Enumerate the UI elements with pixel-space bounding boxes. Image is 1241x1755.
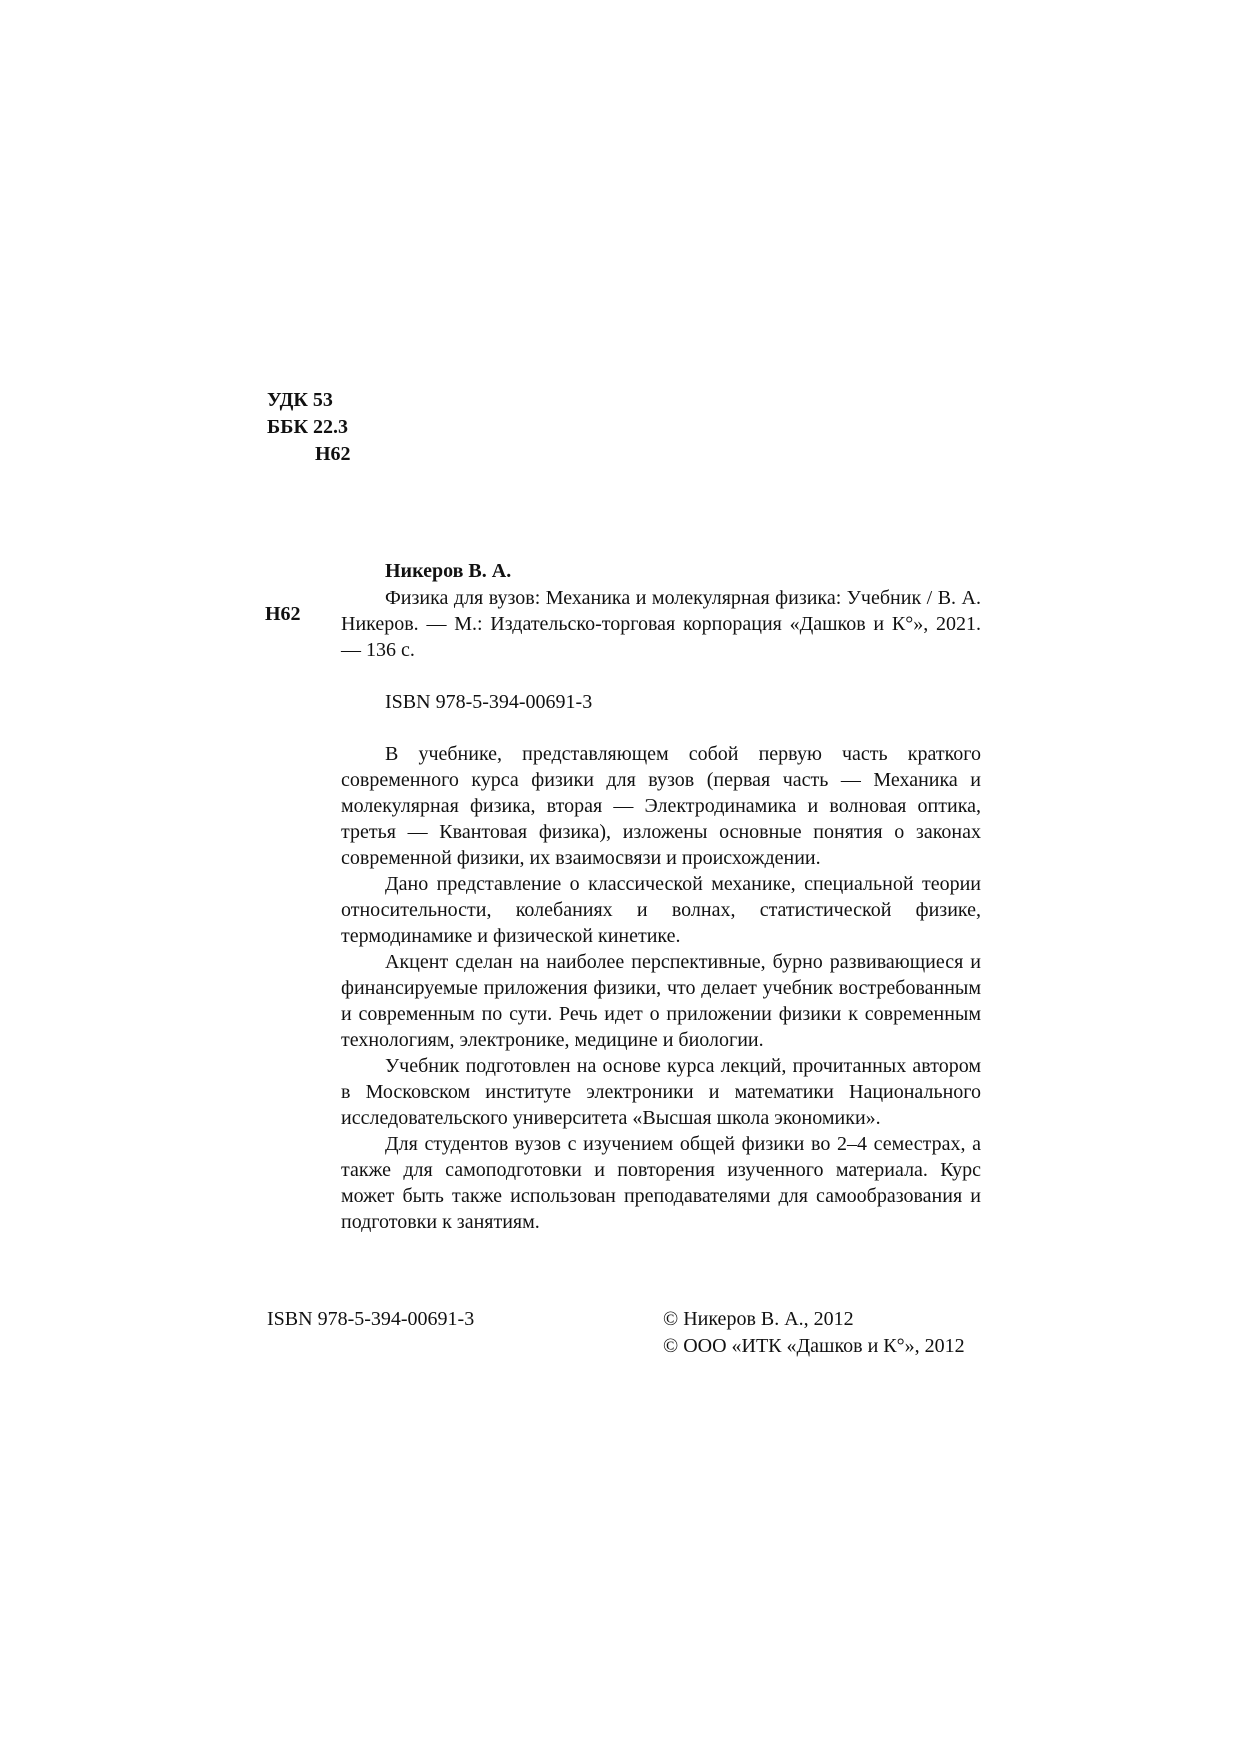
author-name: Никеров В. А. xyxy=(385,560,512,582)
abstract-paragraph: В учебнике, представляющем собой первую часть краткого современного курса физики для вузов (первая часть — Механика и молекулярная физика, вторая — Электродинамика и волновая оптика, третья — Квантовая физика), изложены основные понятия о законах современной физики, их взаимосвязи и происхождении. xyxy=(341,743,981,869)
bbk-code: ББК 22.3 xyxy=(267,416,348,438)
abstract-paragraph: Акцент сделан на наиболее перспективные, бурно развивающиеся и финансируемые приложения физики, что делает учебник востребованным и современным по сути. Речь идет о приложении физики к современным технологиям, электронике, медицине и биологии. xyxy=(341,951,981,1051)
bibliographic-record xyxy=(341,558,981,1235)
side-author-mark: Н62 xyxy=(265,603,301,625)
udk-code: УДК 53 xyxy=(267,389,333,411)
isbn-line: ISBN 978-5-394-00691-3 xyxy=(385,691,593,713)
abstract-paragraph: Учебник подготовлен на основе курса лекций, прочитанных автором в Московском институте электроники и математики Национального исследовательского университета «Высшая школа экономики». xyxy=(341,1055,981,1129)
abstract xyxy=(341,741,981,1235)
footer-isbn: ISBN 978-5-394-00691-3 xyxy=(267,1308,475,1330)
classification-block xyxy=(267,387,351,468)
copyright-block xyxy=(663,1306,965,1360)
author-mark: Н62 xyxy=(315,443,351,465)
abstract-paragraph: Для студентов вузов с изучением общей физики во 2–4 семестрах, а также для самоподготовки и повторения изученного материала. Курс может быть также использован преподавателями для самообразования и подготовки к занятиям. xyxy=(341,1133,981,1233)
abstract-paragraph: Дано представление о классической механике, специальной теории относительности, колебаниях и волнах, статистической физике, термодинамике и физической кинетике. xyxy=(341,873,981,947)
copyright-author: © Никеров В. А., 2012 xyxy=(663,1308,854,1330)
copyright-publisher: © ООО «ИТК «Дашков и К°», 2012 xyxy=(663,1335,965,1357)
bibliographic-description: Физика для вузов: Механика и молекулярная физика: Учебник / В. А. Никеров. — М.: Издательско-торговая корпорация «Дашков и К°», 2021. — 136 с. xyxy=(341,587,981,661)
